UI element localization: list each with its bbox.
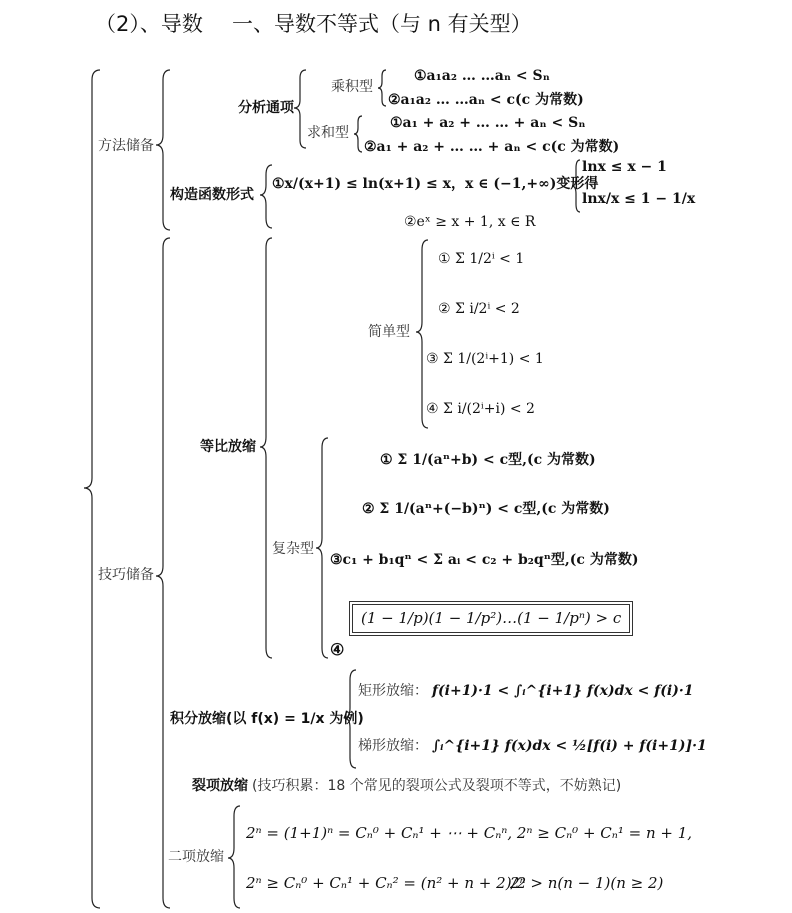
- formula-simple-2: ② Σ i/2ⁱ < 2: [438, 301, 520, 317]
- branch-rect: 矩形放缩：: [358, 683, 428, 699]
- brace-skill: [156, 238, 170, 908]
- formula-construct-2: ②eˣ ≥ x + 1, x ∈ R: [404, 214, 536, 230]
- formula-simple-4: ④ Σ i/(2ⁱ+i) < 2: [426, 401, 535, 417]
- brace-method: [156, 70, 170, 230]
- formula-sum-2: ②a₁ + a₂ + … … + aₙ < c(c 为常数): [364, 139, 620, 155]
- formula-complex-4: (1 − 1/p)(1 − 1/p²)…(1 − 1/pⁿ) > c: [352, 604, 630, 633]
- branch-trap: 梯形放缩：: [358, 738, 428, 754]
- brace-root: [84, 70, 100, 908]
- formula-complex-4-number: ④: [330, 640, 345, 659]
- branch-geometric: 等比放缩: [200, 439, 256, 455]
- page-title: （2）、导数: [95, 12, 203, 36]
- formula-complex-1: ① Σ 1/(aⁿ+b) < c型,(c 为常数): [380, 452, 596, 468]
- formula-product-1: ①a₁a₂ … …aₙ < Sₙ: [414, 68, 550, 84]
- branch-construct: 构造函数形式: [170, 187, 254, 203]
- brace-construct: [260, 165, 272, 228]
- branch-product-type: 乘积型: [331, 79, 373, 95]
- brace-geometric: [260, 238, 272, 658]
- formula-product-2: ②a₁a₂ … …aₙ < c(c 为常数): [388, 92, 584, 108]
- brace-simple: [416, 240, 428, 428]
- brace-binomial: [228, 806, 240, 908]
- formula-complex-3: ③c₁ + b₁qⁿ < Σ aᵢ < c₂ + b₂qⁿ型,(c 为常数): [330, 552, 639, 568]
- formula-sum-1: ①a₁ + a₂ + … … + aₙ < Sₙ: [390, 115, 586, 131]
- branch-split: 裂项放缩: [192, 778, 248, 794]
- split-note: (技巧积累：18 个常见的裂项公式及裂项不等式，不妨熟记): [252, 778, 622, 794]
- formula-rect: f(i+1)·1 < ∫ᵢ^{i+1} f(x)dx < f(i)·1: [432, 683, 694, 699]
- brace-complex: [316, 438, 328, 658]
- branch-integral: 积分放缩(以 f(x) = 1/x 为例): [170, 711, 364, 727]
- formula-binomial-1: 2ⁿ = (1+1)ⁿ = Cₙ⁰ + Cₙ¹ + ⋯ + Cₙⁿ, 2ⁿ ≥ Cₙ⁰ + Cₙ¹ = n + 1,: [246, 824, 693, 842]
- branch-method: 方法储备: [98, 138, 154, 154]
- formula-binomial-2: 2ⁿ ≥ Cₙ⁰ + Cₙ¹ + Cₙ² = (n² + n + 2)/2: [246, 874, 527, 892]
- branch-analysis: 分析通项: [238, 100, 294, 116]
- formula-trap: ∫ᵢ^{i+1} f(x)dx < ½[f(i) + f(i+1)]·1: [432, 738, 707, 754]
- branch-binomial: 二项放缩: [168, 849, 224, 865]
- formula-construct-1b: lnx/x ≤ 1 − 1/x: [582, 191, 696, 207]
- brace-sum: [354, 116, 362, 152]
- formula-binomial-3: 2ⁿ > n(n − 1)(n ≥ 2): [510, 874, 664, 892]
- formula-simple-1: ① Σ 1/2ⁱ < 1: [438, 251, 525, 267]
- formula-construct-1: ①x/(x+1) ≤ ln(x+1) ≤ x，x ∈ (−1,+∞)变形得: [272, 176, 599, 192]
- brace-analysis: [294, 70, 306, 148]
- brace-product: [378, 70, 386, 106]
- formula-simple-3: ③ Σ 1/(2ⁱ+1) < 1: [426, 351, 544, 367]
- formula-construct-1a: lnx ≤ x − 1: [582, 159, 667, 175]
- branch-sum-type: 求和型: [307, 125, 349, 141]
- branch-simple-type: 简单型: [368, 324, 410, 340]
- formula-complex-2: ② Σ 1/(aⁿ+(−b)ⁿ) < c型,(c 为常数): [362, 501, 610, 517]
- page-subtitle: 一、导数不等式（与 n 有关型）: [232, 12, 532, 36]
- branch-complex-type: 复杂型: [272, 541, 314, 557]
- branch-skill: 技巧储备: [98, 567, 154, 583]
